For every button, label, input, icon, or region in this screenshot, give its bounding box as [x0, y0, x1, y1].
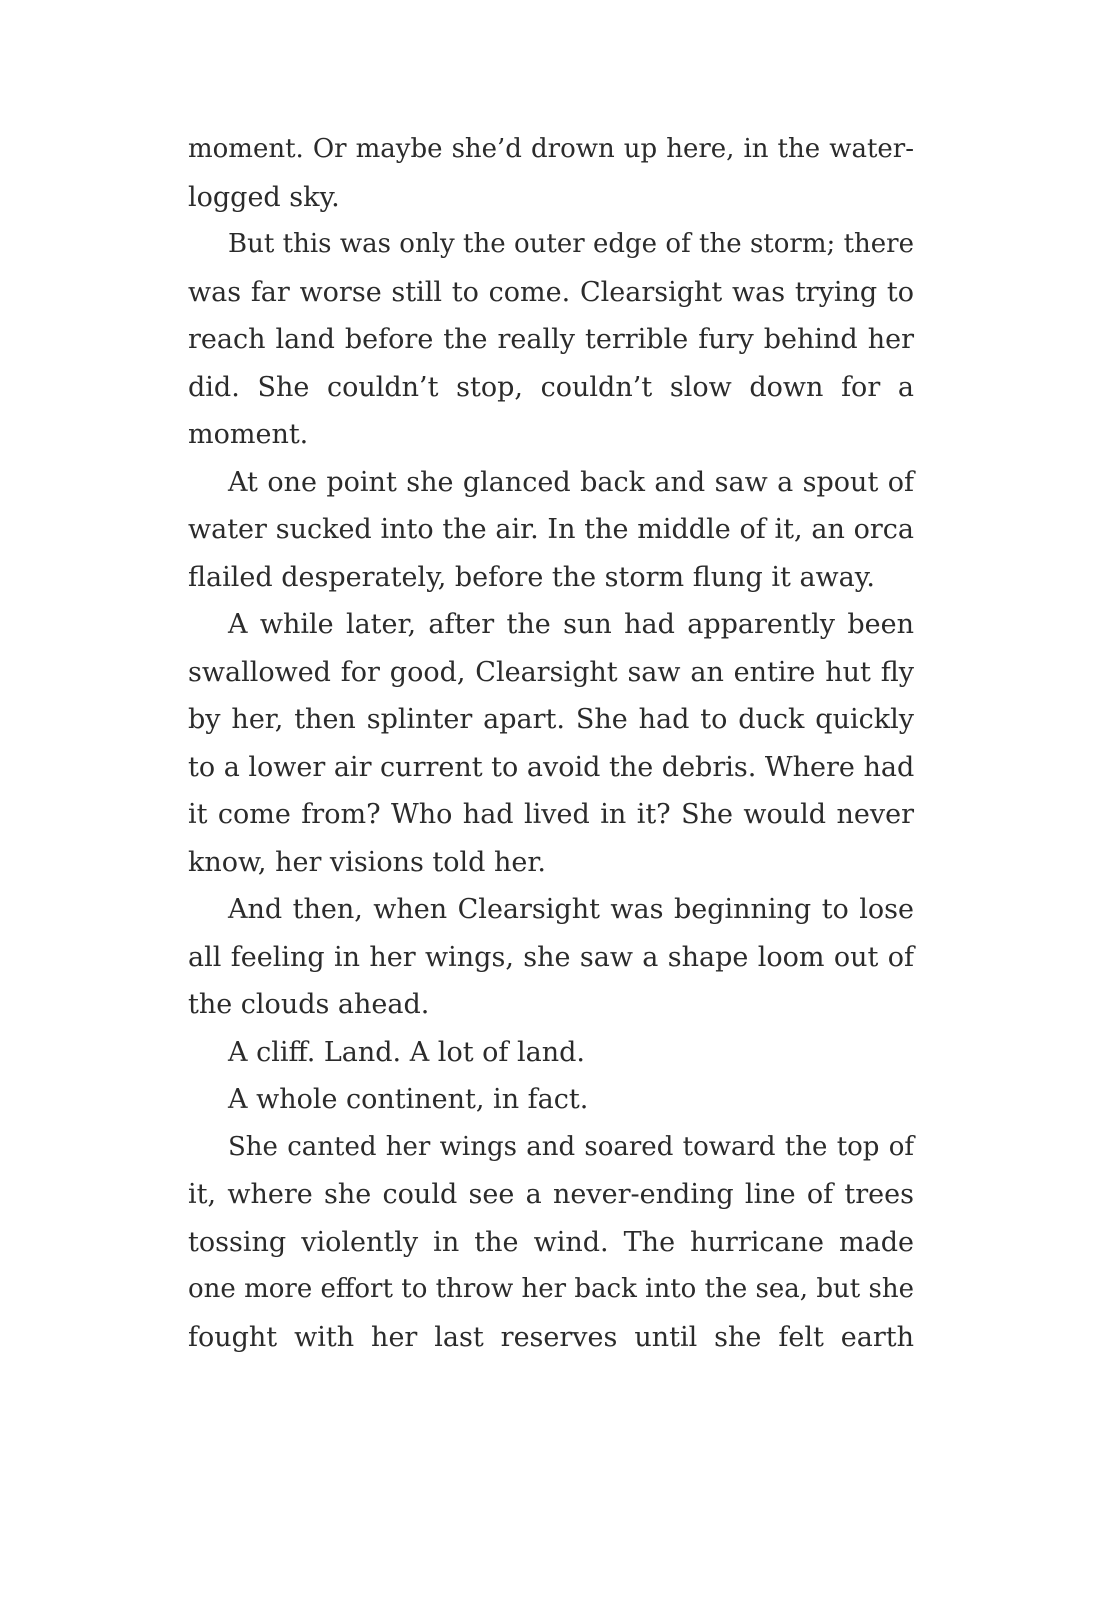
text-line: to a lower air current to avoid the debris. Where had	[188, 751, 915, 783]
text-line: At one point she glanced back and saw a spout of	[228, 466, 914, 498]
text-line: She canted her wings and soared toward the top of	[228, 1131, 914, 1162]
text-line: by her, then splinter apart. She had to duck quickly	[188, 704, 914, 735]
text-line: A cliff. Land. A lot of land.	[228, 1036, 585, 1068]
text-line: was far worse still to come. Clearsight was trying to	[188, 276, 914, 308]
text-line: And then, when Clearsight was beginning to lose	[228, 894, 914, 925]
text-line: swallowed for good, Clearsight saw an entire hut fly	[188, 656, 914, 688]
text-line: flailed desperately, before the storm flung it away.	[188, 561, 876, 593]
body-text	[188, 126, 914, 1361]
text-line: A while later, after the sun had apparently been	[228, 609, 914, 640]
text-line: logged sky.	[188, 181, 340, 213]
text-line: moment. Or maybe she’d drown up here, in the water-	[188, 134, 914, 164]
text-line: all feeling in her wings, she saw a shape loom out of	[188, 941, 914, 973]
text-line: it, where she could see a never-ending line of trees	[188, 1179, 914, 1210]
text-line: tossing violently in the wind. The hurricane made	[188, 1226, 914, 1258]
text-line: A whole continent, in fact.	[228, 1084, 589, 1115]
text-line: fought with her last reserves until she felt earth	[188, 1321, 914, 1353]
text-line: did. She couldn’t stop, couldn’t slow down for a	[188, 371, 914, 403]
text-line: moment.	[188, 419, 309, 450]
text-line: But this was only the outer edge of the storm; there	[228, 229, 914, 259]
text-line: it come from? Who had lived in it? She would never	[188, 799, 914, 830]
text-line: the clouds ahead.	[188, 989, 430, 1020]
text-line: know, her visions told her.	[188, 846, 546, 878]
text-line: one more effort to throw her back into the sea, but she	[188, 1274, 914, 1304]
text-line: reach land before the really terrible fury behind her	[188, 324, 914, 355]
text-line: water sucked into the air. In the middle of it, an orca	[188, 514, 914, 545]
